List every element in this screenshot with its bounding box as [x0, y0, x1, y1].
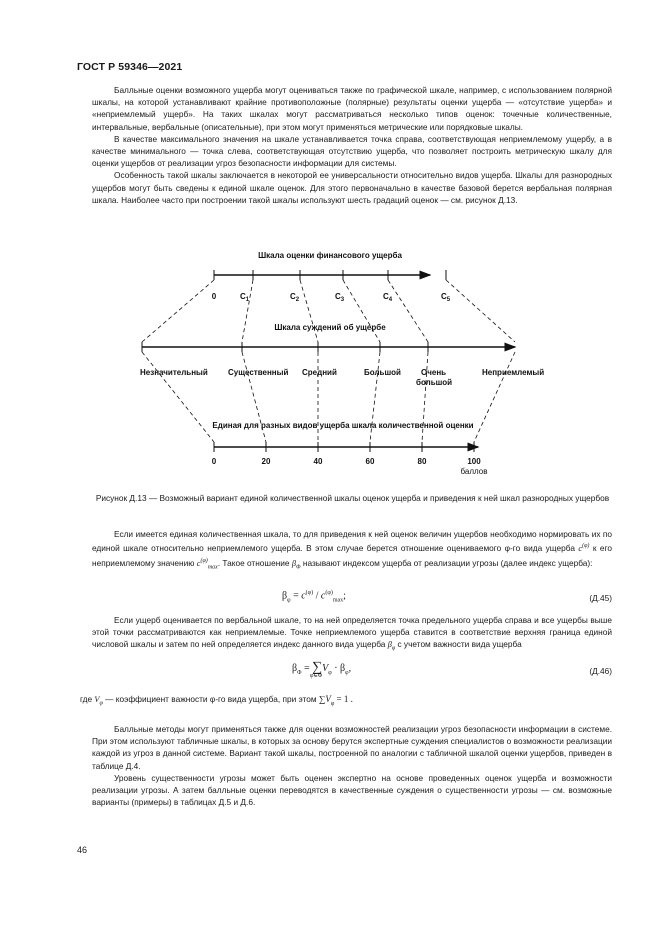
bottom-tick-80: 80 [417, 457, 427, 466]
mapping-lines-top-mid [142, 280, 515, 342]
bottom-tick-20: 20 [261, 457, 271, 466]
paragraph: Если имеется единая количественная шкала, то для приведения к ней оценок величин ущербов необходимо нормировать их по единой шкале относительно неприемлемого ущерба. В этом случае берется отношение оцениваемого φ-го вида ущерба $c^{(\varphi)}$ к его неприемлемому значению $c^{(\varphi)}_{max}$. Такое отношение $\beta_\Phi$ называют индексом ущерба от реализации угрозы (далее индекс ущерба): [92, 529, 613, 571]
bottom-tick-100: 100 [467, 457, 481, 466]
mid-label-unacceptable: Неприемлемый [482, 368, 545, 377]
equation-number-d46: (Д.46) [589, 666, 612, 676]
document-header: ГОСТ Р 59346—2021 [77, 61, 183, 73]
where-clause: где $V_\varphi$ — коэффициент важности φ-го вида ущерба, при этом $\sum V_\varphi = 1$ . [80, 694, 353, 707]
symbol-c-max: $c^{(\varphi)}_{max}$ [196, 558, 218, 571]
equation-d45: $\beta_\varphi = c^{(\varphi)} / c^{(\varphi)}_{max}$; [282, 590, 346, 604]
top-label-c1: $C_1$ [240, 292, 250, 303]
symbol-c-phi: $c^{(\varphi)}$ [578, 543, 590, 553]
equation-d46: $\beta_\Phi = \sum V_\varphi \cdot \beta_\varphi$, φ∈Φ [292, 660, 352, 679]
sum-condition: $\sum V_\varphi = 1$ . [318, 694, 353, 707]
symbol-beta-phi: $\beta_\varphi$ [387, 640, 396, 653]
mid-label-medium: Средний [302, 368, 337, 377]
mid-label-very: Очень [421, 368, 447, 377]
bottom-unit: баллов [460, 467, 488, 476]
figure-caption: Рисунок Д.13 — Возможный вариант единой количественной шкалы оценок ущерба и приведения к ней шкал разнородных ущербов [95, 493, 610, 503]
top-label-0: 0 [211, 292, 217, 301]
symbol-v-phi: $V_\varphi$ [94, 695, 103, 707]
paragraph: Уровень существенности угрозы может быть оценен экспертно на основе проведенных оценок ущерба и возможности реализации угрозы. А затем балльные оценки переводятся в качественные суждения о существенности угрозы — см. возможные варианты (примеры) в таблицах Д.5 и Д.6. [92, 772, 612, 808]
paragraph: Если ущерб оценивается по вербальной шкале, то на ней определяется точка предельного ущерба справа и все ущербы выше этой точки рассматриваются как неприемлемые. Точке неприемлемого ущерба ставится в соответствие верхняя граница единой числовой шкалы и затем по ней определяется индекс данного вида ущерба $\beta_\varphi$ с учетом важности вида ущерба [92, 615, 612, 653]
bottom-tick-60: 60 [365, 457, 375, 466]
mid-label-significant: Существенный [228, 368, 289, 377]
paragraph: Особенность такой шкалы заключается в некоторой ее универсальности относительно видов ущерба. Шкалы для разнородных ущербов могут быть сведены к единой шкале оценок. Для этого первоначально в качестве базовой берется вербальная полярная шкала. Наиболее часто при построении такой шкалы используют шесть градаций оценок — см. рисунок Д.13. [92, 170, 612, 205]
paragraph: Балльные методы могут применяться также для оценки возможностей реализации угроз безопасности информации в системе. При этом используют табличные шкалы, в которых за основу берутся экспертные суждения специалистов о возможности реализации каждой из угроз в данной системе. Вариант такой шкалы, построенной по аналогии с табличной шкалой оценки ущербов, приведен в таблице Д.4. [92, 724, 612, 771]
top-label-c3: $C_3$ [335, 292, 345, 303]
mid-label-large2: большой [416, 378, 453, 387]
equation-number-d45: (Д.45) [589, 593, 612, 603]
paragraph: Балльные оценки возможного ущерба могут оцениваться также по графической шкале, например, с использованием полярной шкалы, на которой устанавливают крайние противоположные (полярные) результаты оценки ущерба — «отсутствие ущерба» и «неприемлемый ущерб». На таких шкалах могут рассматриваться несколько типов оценок: точечные количественные, интервальные, вербальные (описательные), при этом могут применяться метрические или порядковые шкалы. [92, 85, 612, 132]
top-scale-title: Шкала оценки финансового ущерба [258, 251, 402, 260]
top-label-c2: $C_2$ [290, 292, 300, 303]
mid-scale-title: Шкала суждений об ущербе [274, 323, 386, 332]
top-label-c4: $C_4$ [383, 292, 393, 303]
paragraph: В качестве максимального значения на шкале устанавливается точка справа, соответствующая неприемлемому ущербу, а в качестве минимального — точка слева, соответствующая отсутствию ущерба, что позволяет построить метрическую шкалу для оценки ущербов от реализации угроз безопасности информации для системы. [92, 133, 612, 169]
bottom-scale-title: Единая для разных видов ущерба шкала количественной оценки [212, 421, 474, 430]
normalization-paragraph [92, 528, 612, 574]
page-number: 46 [77, 845, 88, 855]
symbol-beta-phi: $\beta_\Phi$ [291, 558, 301, 571]
bottom-tick-0: 0 [211, 457, 217, 466]
mid-label-large: Большой [364, 368, 401, 377]
top-label-c5: $C_5$ [441, 292, 451, 303]
closing-paragraphs [92, 723, 612, 808]
mid-label-insignificant: Незначительный [140, 368, 208, 377]
bottom-tick-40: 40 [313, 457, 323, 466]
verbal-scale-paragraph [92, 614, 612, 655]
